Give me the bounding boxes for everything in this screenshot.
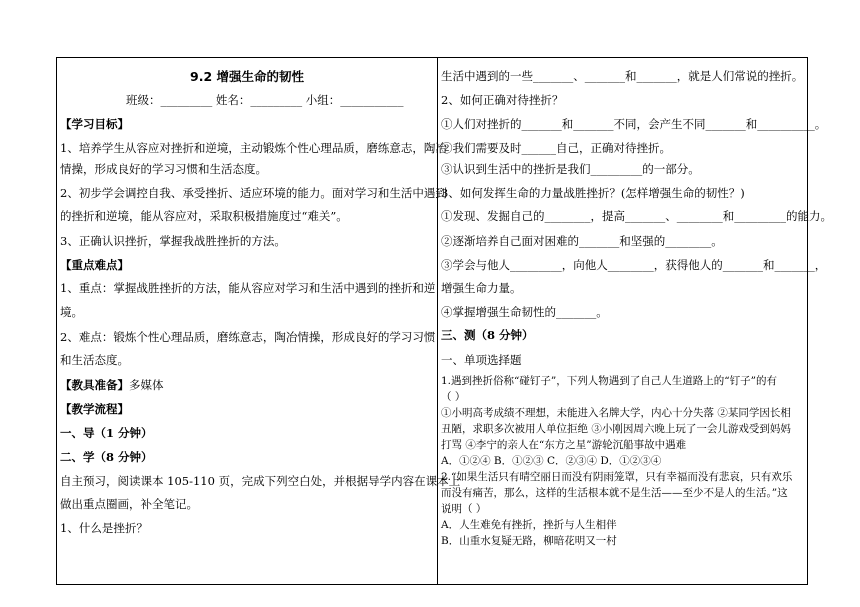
section-heading-goals: 【学习目标】	[60, 117, 129, 131]
question-line: 2.“如果生活只有晴空丽日而没有阴雨笼罩，只有幸福而没有悲哀，只有欢乐	[441, 471, 793, 483]
section-heading-equipment: 【教具准备】	[60, 378, 129, 392]
equipment-value: 多媒体	[129, 378, 164, 392]
text-line: 境。	[60, 305, 83, 319]
question-line: 1.遇到挫折俗称“碰钉子”，下列人物遇到了自己人生道路上的“钉子”的有	[441, 375, 777, 387]
page-title: 9.2 增强生命的韧性	[190, 69, 304, 84]
column-divider	[437, 57, 438, 585]
text-line: 2、难点：锻炼个性心理品质，磨练意志，陶冶情操，形成良好的学习习惯	[60, 330, 436, 344]
text-line: ②我们需要及时______自己，正确对待挫折。	[441, 141, 671, 155]
text-line: 丑陋，求职多次被用人单位拒绝 ③小刚因周六晚上玩了一会儿游戏受到妈妈	[441, 423, 791, 435]
text-line: 做出重点圈画，补全笔记。	[60, 497, 198, 511]
text-line: 生活中遇到的一些_______、_______和_______，就是人们常说的挫折。	[441, 69, 804, 83]
text-line: ②逐渐培养自己面对困难的_______和坚强的________。	[441, 234, 723, 248]
text-line: 自主预习，阅读课本 105-110 页，完成下列空白处，并根据导学内容在课本上	[60, 474, 461, 488]
text-line: 一、单项选择题	[441, 353, 522, 367]
text-line: （ ）	[441, 391, 466, 403]
section-heading-key-points: 【重点难点】	[60, 258, 129, 272]
text-line: 打骂 ④李宁的亲人在“东方之星”游轮沉船事故中遇难	[441, 439, 687, 451]
text-line: 1、重点：掌握战胜挫折的方法，能从容应对学习和生活中遇到的挫折和逆	[60, 281, 436, 295]
text-line: ③认识到生活中的挫折是我们_________的一部分。	[441, 162, 700, 176]
section-heading-flow: 【教学流程】	[60, 402, 129, 416]
text-line: 3、正确认识挫折，掌握我战胜挫折的方法。	[60, 234, 286, 248]
answer-option: A．人生难免有挫折，挫折与人生相伴	[441, 519, 617, 531]
text-line: 2、初步学会调控自我、承受挫折、适应环境的能力。面对学习和生活中遇到	[60, 186, 447, 200]
answer-option: B．山重水复疑无路，柳暗花明又一村	[441, 535, 617, 547]
section-heading-learn: 二、学（8 分钟）	[60, 450, 153, 464]
question-line: 1、什么是挫折？	[60, 521, 148, 535]
text-line: ①人们对挫折的_______和_______不同，会产生不同_______和__________。	[441, 117, 827, 131]
section-heading-test: 三、测（8 分钟）	[441, 328, 534, 342]
text-line: ①发现、发掘自己的________，提高_______、________和_________的能力。	[441, 209, 832, 223]
section-heading-intro: 一、导（1 分钟）	[60, 426, 153, 440]
text-line: ①小明高考成绩不理想，未能进入名牌大学，内心十分失落 ②某同学因长相	[441, 407, 791, 419]
text-line: 和生活态度。	[60, 353, 129, 367]
question-line: 3、如何发挥生命的力量战胜挫折？(怎样增强生命的韧性？)	[441, 186, 745, 200]
answer-options: A．①②④ B．①②③ C．②③④ D．①②③④	[441, 455, 662, 467]
text-line: ④掌握增强生命韧性的_______。	[441, 305, 608, 319]
equipment-line	[60, 378, 164, 392]
text-line: 的挫折和逆境，能从容应对，采取积极措施度过“难关”。	[60, 209, 348, 223]
info-line: 班级：_________ 姓名：_________ 小组：___________	[126, 93, 404, 107]
text-line: 增强生命力量。	[441, 281, 522, 295]
text-line: 而没有痛苦，那么，这样的生活根本就不是生活——至少不是人的生活。”这	[441, 487, 788, 499]
text-line: ③学会与他人_________，向他人________，获得他人的_______和_______，	[441, 258, 827, 272]
question-line: 2、如何正确对待挫折？	[441, 93, 564, 107]
text-line: 情操，形成良好的学习习惯和生活态度。	[60, 162, 267, 176]
text-line: 1、培养学生从容应对挫折和逆境，主动锻炼个性心理品质，磨练意志，陶冶	[60, 141, 447, 155]
text-line: 说明（ ）	[441, 503, 487, 515]
